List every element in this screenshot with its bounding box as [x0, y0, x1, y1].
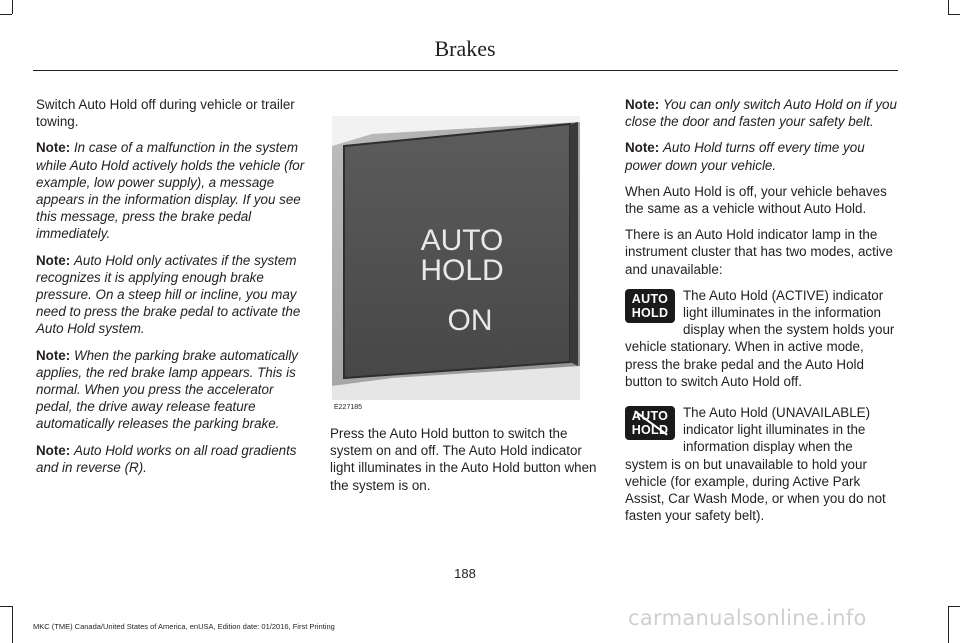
- note-text: You can only switch Auto Hold on if you close the door and fasten your safety belt.: [625, 97, 897, 130]
- note: [36, 139, 308, 242]
- note-label: Note:: [625, 140, 660, 156]
- edition-footer: MKC (TME) Canada/United States of America, enUSA, Edition date: 01/2016, First Printing: [33, 622, 335, 631]
- page-title: Brakes: [434, 36, 496, 61]
- body-paragraph: When Auto Hold is off, your vehicle behaves the same as a vehicle without Auto Hold.: [625, 183, 887, 217]
- crop-mark: [0, 14, 12, 15]
- auto-hold-unavailable-icon: [625, 406, 675, 440]
- note: [36, 347, 308, 433]
- note-label: Note:: [36, 140, 71, 156]
- column-left: [36, 96, 308, 485]
- body-paragraph: Press the Auto Hold button to switch the system on and off. The Auto Hold indicator light illuminates in the Auto Hold button when the system is on.: [330, 426, 597, 493]
- note: [625, 139, 897, 173]
- crop-mark: [948, 0, 949, 14]
- figure-label-auto: AUTO: [420, 224, 504, 257]
- auto-hold-active-icon: [625, 289, 675, 323]
- figure-label-hold: HOLD: [420, 254, 504, 287]
- column-right: [625, 96, 897, 524]
- indicator-line: HOLD: [631, 305, 669, 320]
- column-middle: [330, 425, 598, 494]
- note-label: Note:: [36, 442, 71, 458]
- figure-label-on: ON: [447, 304, 493, 337]
- note-text: Auto Hold turns off every time you power down your vehicle.: [625, 140, 865, 173]
- auto-hold-button-illustration: [332, 116, 580, 400]
- body-paragraph: There is an Auto Hold indicator lamp in the instrument cluster that has two modes, active and unavailable:: [625, 227, 893, 277]
- crop-mark: [948, 606, 960, 607]
- header-rule: [33, 70, 898, 71]
- note-text: In case of a malfunction in the system while Auto Hold actively holds the vehicle (for example, low power supply), a message appears in the information display. If you see this message, press the brake pedal immediately.: [36, 140, 305, 242]
- note-text: Auto Hold only activates if the system recognizes it is applying enough brake pressure. On a steep hill or incline, you may need to press the brake pedal to activate the Auto Hold system.: [36, 252, 301, 337]
- note-label: Note:: [625, 97, 660, 112]
- indicator-line: AUTO: [631, 291, 669, 306]
- page-number: 188: [454, 566, 476, 581]
- intro-paragraph: Switch Auto Hold off during vehicle or trailer towing.: [36, 97, 295, 130]
- note-label: Note:: [36, 252, 71, 268]
- indicator-line: AUTO: [631, 409, 669, 424]
- indicator-active-block: [625, 287, 897, 390]
- note-text: Auto Hold works on all road gradients and in reverse (R).: [36, 442, 297, 475]
- note: [625, 96, 897, 130]
- indicator-unavailable-block: [625, 404, 897, 524]
- crop-mark: [12, 0, 13, 14]
- note-label: Note:: [36, 347, 71, 363]
- watermark: carmanualsonline.info: [628, 606, 867, 630]
- note: [36, 442, 308, 476]
- crop-mark: [12, 606, 13, 643]
- crop-mark: [0, 606, 12, 607]
- crop-mark: [948, 606, 949, 643]
- indicator-line: HOLD: [631, 423, 669, 438]
- indicator-description: The Auto Hold (ACTIVE) indicator light illuminates in the information display when the system holds your vehicle stationary. When in active mode, press the brake pedal and the Auto Hold button to switch Auto Hold off.: [625, 287, 895, 389]
- figure-code: E227185: [334, 404, 363, 411]
- note: [36, 252, 308, 338]
- crop-mark: [948, 14, 960, 15]
- indicator-description: The Auto Hold (UNAVAILABLE) indicator light illuminates in the information display when the system is on but unavailable to hold your vehicle (for example, during Active Park Assist, Car Wash Mode, or when you do not fasten your safety belt).: [625, 405, 886, 524]
- note-text: When the parking brake automatically applies, the red brake lamp appears. This is normal. When you press the accelerator pedal, the drive away release feature automatically releases the parking brake.: [36, 347, 298, 432]
